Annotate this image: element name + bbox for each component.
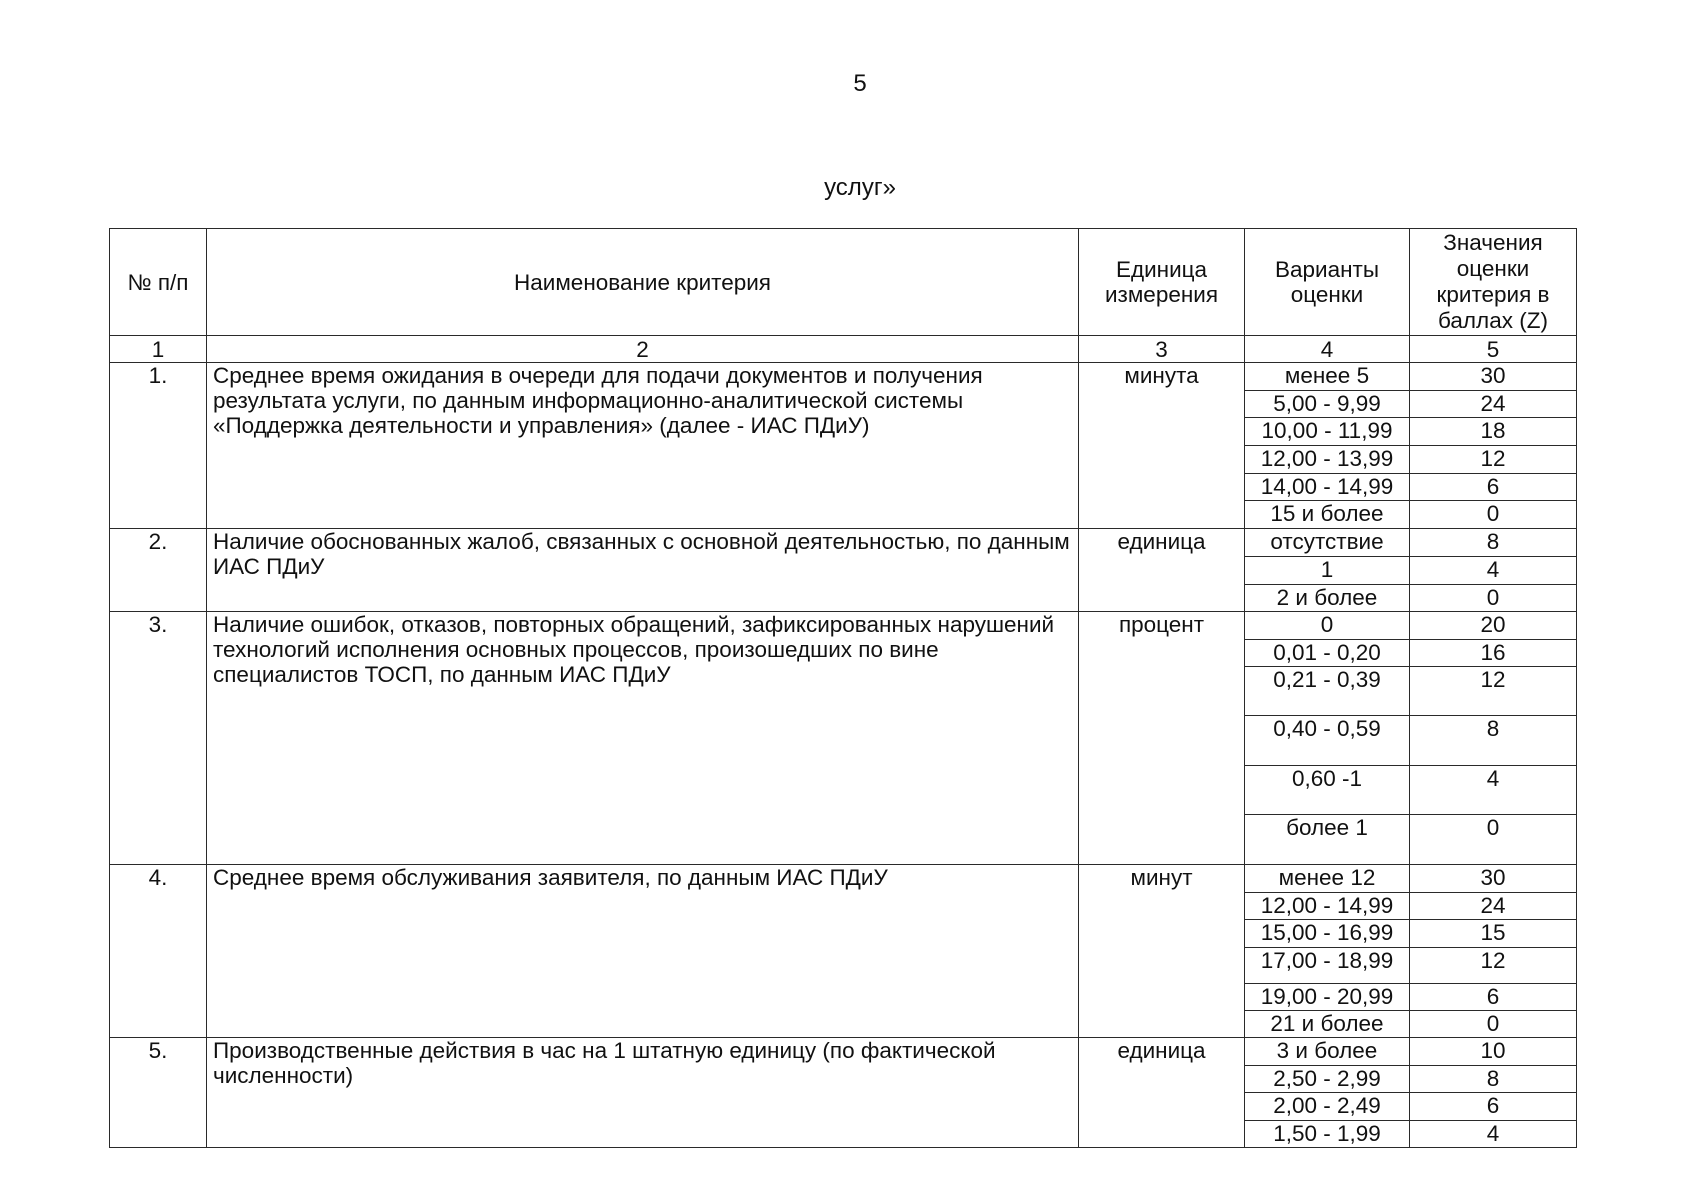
header-name: Наименование критерия: [207, 229, 1079, 336]
score-cell: 18: [1410, 418, 1577, 446]
header-unit: Единица измерения: [1079, 229, 1245, 336]
table-row: [110, 865, 1577, 893]
score-cell: 0: [1410, 815, 1577, 865]
criterion-unit: единица: [1079, 529, 1245, 612]
criterion-unit: минут: [1079, 865, 1245, 1038]
score-cell: 4: [1410, 1121, 1577, 1148]
criterion-name: Среднее время обслуживания заявителя, по данным ИАС ПДиУ: [207, 865, 1079, 1038]
criterion-unit: единица: [1079, 1038, 1245, 1148]
variant-cell: 19,00 - 20,99: [1245, 984, 1410, 1011]
criterion-name: Производственные действия в час на 1 штатную единицу (по фактической численности): [207, 1038, 1079, 1148]
criterion-number: 1.: [110, 363, 207, 529]
column-number: 3: [1079, 336, 1245, 363]
column-number: 2: [207, 336, 1079, 363]
score-cell: 12: [1410, 667, 1577, 716]
variant-cell: 3 и более: [1245, 1038, 1410, 1066]
variant-cell: 12,00 - 14,99: [1245, 893, 1410, 920]
variant-cell: более 1: [1245, 815, 1410, 865]
variant-cell: 1,50 - 1,99: [1245, 1121, 1410, 1148]
variant-cell: 0,01 - 0,20: [1245, 640, 1410, 667]
score-cell: 8: [1410, 716, 1577, 766]
score-cell: 12: [1410, 948, 1577, 984]
column-number: 4: [1245, 336, 1410, 363]
criterion-name: Среднее время ожидания в очереди для подачи документов и получения результата услуги, по данным информационно-аналитической системы «Поддержка деятельности и управления» (далее - ИАС ПДиУ): [207, 363, 1079, 529]
variant-cell: менее 5: [1245, 363, 1410, 391]
score-cell: 20: [1410, 612, 1577, 640]
variant-cell: отсутствие: [1245, 529, 1410, 557]
score-cell: 12: [1410, 446, 1577, 474]
score-cell: 10: [1410, 1038, 1577, 1066]
criterion-unit: процент: [1079, 612, 1245, 865]
header-variants: Варианты оценки: [1245, 229, 1410, 336]
variant-cell: 0: [1245, 612, 1410, 640]
variant-cell: 12,00 - 13,99: [1245, 446, 1410, 474]
score-cell: 24: [1410, 391, 1577, 418]
score-cell: 16: [1410, 640, 1577, 667]
score-cell: 4: [1410, 557, 1577, 585]
criterion-number: 5.: [110, 1038, 207, 1148]
header-num: № п/п: [110, 229, 207, 336]
score-cell: 0: [1410, 501, 1577, 529]
variant-cell: 2 и более: [1245, 585, 1410, 612]
table-row: [110, 1038, 1577, 1066]
variant-cell: менее 12: [1245, 865, 1410, 893]
criterion-name: Наличие ошибок, отказов, повторных обращений, зафиксированных нарушений технологий исполнения основных процессов, произошедших по вине специалистов ТОСП, по данным ИАС ПДиУ: [207, 612, 1079, 865]
score-cell: 6: [1410, 474, 1577, 501]
variant-cell: 2,50 - 2,99: [1245, 1066, 1410, 1093]
variant-cell: 0,60 -1: [1245, 766, 1410, 815]
page-number: 5: [853, 70, 867, 97]
criteria-table: [109, 228, 1577, 1148]
criterion-number: 3.: [110, 612, 207, 865]
variant-cell: 1: [1245, 557, 1410, 585]
variant-cell: 21 и более: [1245, 1011, 1410, 1038]
table-row: [110, 612, 1577, 640]
score-cell: 0: [1410, 1011, 1577, 1038]
score-cell: 6: [1410, 984, 1577, 1011]
score-cell: 4: [1410, 766, 1577, 815]
column-number-row: [110, 336, 1577, 363]
table-row: [110, 363, 1577, 391]
score-cell: 8: [1410, 1066, 1577, 1093]
variant-cell: 17,00 - 18,99: [1245, 948, 1410, 984]
column-number: 1: [110, 336, 207, 363]
document-heading: услуг»: [824, 174, 896, 201]
score-cell: 6: [1410, 1093, 1577, 1121]
variant-cell: 0,40 - 0,59: [1245, 716, 1410, 766]
variant-cell: 2,00 - 2,49: [1245, 1093, 1410, 1121]
score-cell: 15: [1410, 920, 1577, 948]
variant-cell: 0,21 - 0,39: [1245, 667, 1410, 716]
variant-cell: 15 и более: [1245, 501, 1410, 529]
criterion-number: 2.: [110, 529, 207, 612]
score-cell: 0: [1410, 585, 1577, 612]
variant-cell: 14,00 - 14,99: [1245, 474, 1410, 501]
column-number: 5: [1410, 336, 1577, 363]
table-row: [110, 529, 1577, 557]
criterion-number: 4.: [110, 865, 207, 1038]
score-cell: 30: [1410, 363, 1577, 391]
score-cell: 24: [1410, 893, 1577, 920]
table-header-row: [110, 229, 1577, 336]
score-cell: 8: [1410, 529, 1577, 557]
variant-cell: 5,00 - 9,99: [1245, 391, 1410, 418]
header-score: Значения оценки критерия в баллах (Z): [1410, 229, 1577, 336]
criterion-name: Наличие обоснованных жалоб, связанных с основной деятельностью, по данным ИАС ПДиУ: [207, 529, 1079, 612]
variant-cell: 15,00 - 16,99: [1245, 920, 1410, 948]
criterion-unit: минута: [1079, 363, 1245, 529]
variant-cell: 10,00 - 11,99: [1245, 418, 1410, 446]
score-cell: 30: [1410, 865, 1577, 893]
